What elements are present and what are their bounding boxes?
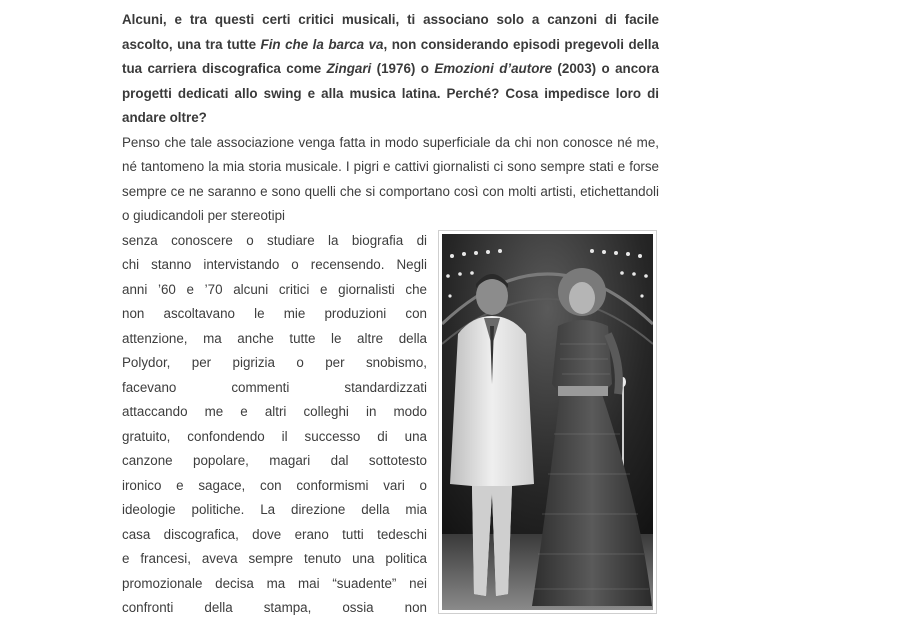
- answer-line: promozionale decisa ma mai “suadente” nei: [122, 575, 427, 591]
- photo-frame: [438, 230, 657, 614]
- interview-question: [122, 8, 659, 131]
- question-text-4: (2003) o ancora progetti dedicati allo swing e alla musica latina. Perché? Cosa impedisce loro di andare oltre?: [122, 61, 659, 125]
- answer-line: canzone popolare, magari dal sottotesto: [122, 453, 427, 468]
- answer-line: senza conoscere o studiare la biografia di: [122, 232, 427, 248]
- answer-line: ideologie politiche. La direzione della mia: [122, 502, 427, 517]
- album-title-zingari: Zingari: [326, 61, 372, 76]
- answer-line: facevano commenti standardizzati: [122, 379, 427, 395]
- answer-line: attenzione, ma anche tutte le altre della: [122, 330, 427, 346]
- answer-line: anni ’60 e ’70 alcuni critici e giornalisti che: [122, 281, 427, 297]
- answer-paragraph-side: [122, 229, 427, 621]
- stage-photo-image: [442, 234, 653, 610]
- question-text-2: , non considerando episodi pregevoli della tua carriera discografica come: [122, 36, 659, 76]
- answer-line: confronti della stampa, ossia non: [122, 600, 427, 615]
- answer-line: chi stanno intervistando o recensendo. Negli: [122, 257, 427, 272]
- song-title: Fin che la barca va: [260, 36, 384, 52]
- answer-line: casa discografica, dove erano tutti tedeschi: [122, 526, 427, 542]
- answer-line: gratuito, confondendo il successo di una: [122, 428, 427, 444]
- answer-paragraph-intro: Penso che tale associazione venga fatta in modo superficiale da chi non conosce né me, né tantomeno la mia storia musicale. I pigri e cattivi giornalisti ci sono sempre stati e forse sempre ce ne saranno e sono quelli che si comportano così con molti artisti, etichettandoli o giudicandoli per stereotipi: [122, 134, 659, 223]
- answer-line: ironico e sagace, con conformismi vari o: [122, 477, 427, 493]
- answer-line: Polydor, per pigrizia o per snobismo,: [122, 355, 427, 370]
- answer-line: attaccando me e altri colleghi in modo: [122, 404, 427, 419]
- answer-line: e francesi, aveva sempre tenuto una politica: [122, 551, 427, 566]
- album-title-emozioni: Emozioni d’autore: [434, 61, 553, 76]
- article-body: [122, 8, 659, 621]
- question-text-3: (1976) o: [371, 61, 435, 76]
- answer-line: non ascoltavano le mie produzioni con: [122, 306, 427, 321]
- answer-with-photo: [122, 229, 659, 621]
- question-text-1: Alcuni, e tra questi certi critici musicali, ti associano solo a canzoni di facile ascolto, una tra tutte: [122, 12, 659, 52]
